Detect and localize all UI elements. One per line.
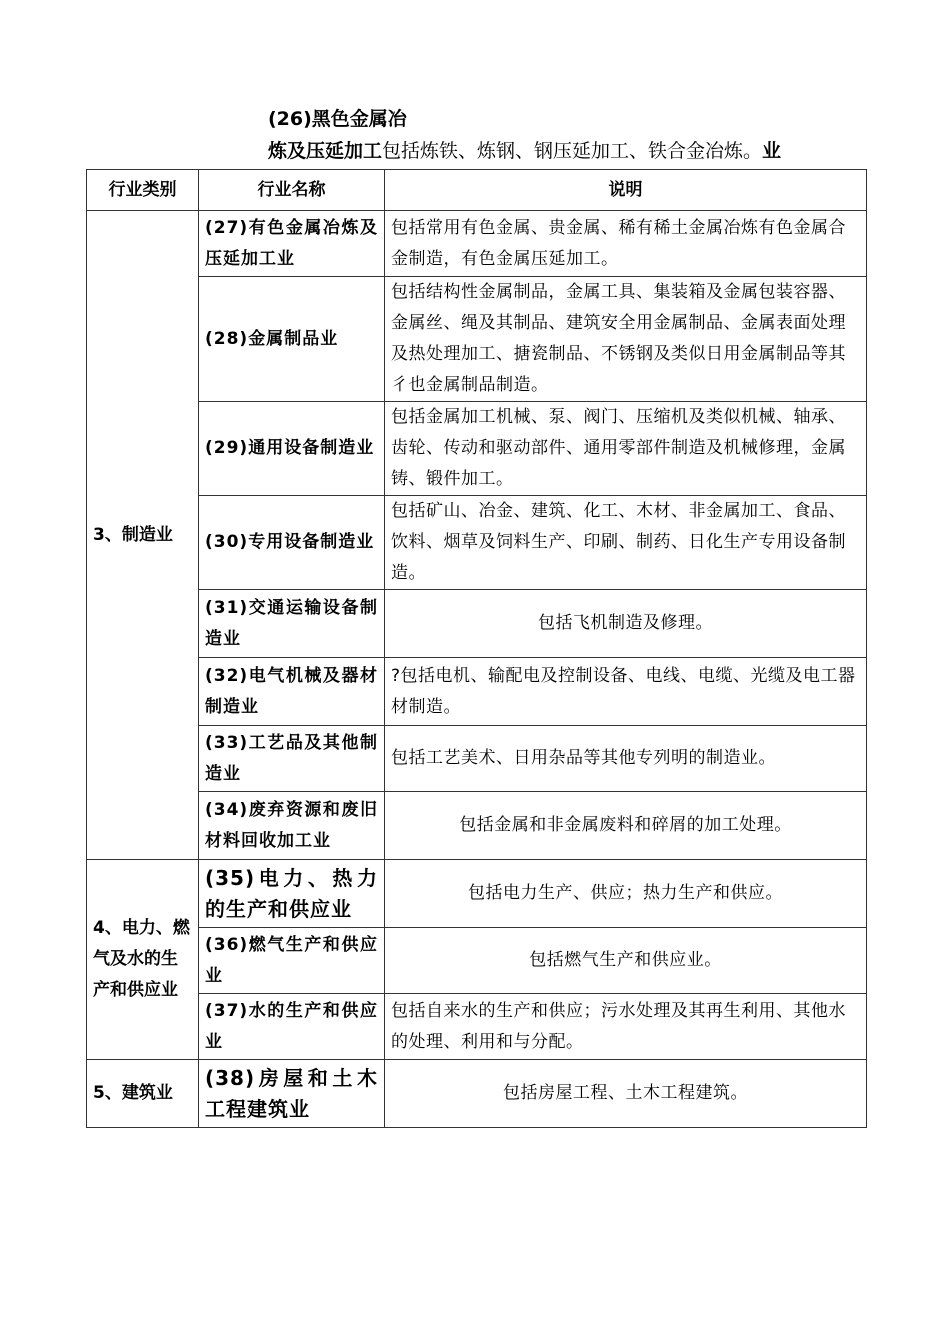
industry-desc: 包括电力生产、供应；热力生产和供应。	[385, 860, 867, 928]
preamble-line-2-bold: 炼及压延加工	[268, 140, 383, 162]
industry-name: (29)通用设备制造业	[199, 402, 385, 496]
industry-name: (36)燃气生产和供应业	[199, 928, 385, 994]
table-row	[87, 860, 867, 928]
industry-desc: 包括自来水的生产和供应；污水处理及其再生利用、其他水的处理、利用和与分配。	[385, 994, 867, 1060]
industry-desc: 包括矿山、冶金、建筑、化工、木材、非金属加工、食品、饮料、烟草及饲料生产、印刷、制药、日化生产专用设备制造。	[385, 496, 867, 590]
preamble-line-2-rest: 包括炼铁、炼钢、钢压延加工、铁合金冶炼。	[382, 140, 763, 162]
industry-desc: 包括金属加工机械、泵、阀门、压缩机及类似机械、轴承、齿轮、传动和驱动部件、通用零部件制造及机械修理，金属铸、锻件加工。	[385, 402, 867, 496]
header-category: 行业类别	[87, 170, 199, 211]
table-row	[87, 928, 867, 994]
industry-name: (38)房屋和土木工程建筑业	[199, 1060, 385, 1128]
header-name: 行业名称	[199, 170, 385, 211]
industry-desc: 包括燃气生产和供应业。	[385, 928, 867, 994]
table-row	[87, 1060, 867, 1128]
category-cell: 3、制造业	[87, 211, 199, 860]
industry-desc: 包括飞机制造及修理。	[385, 590, 867, 658]
table-row	[87, 402, 867, 496]
table-header-row	[87, 170, 867, 211]
industry-desc: 包括结构性金属制品，金属工具、集装箱及金属包装容器、金属丝、绳及其制品、建筑安全用金属制品、金属表面处理及热处理加工、搪瓷制品、不锈钢及类似日用金属制品等其彳也金属制品制造。	[385, 277, 867, 402]
industry-name: (37)水的生产和供应业	[199, 994, 385, 1060]
industry-desc: 包括常用有色金属、贵金属、稀有稀土金属冶炼有色金属合金制造，有色金属压延加工。	[385, 211, 867, 277]
table-row	[87, 496, 867, 590]
table-row	[87, 792, 867, 860]
industry-table	[86, 169, 867, 1128]
table-row	[87, 994, 867, 1060]
industry-name: (27)有色金属冶炼及压延加工业	[199, 211, 385, 277]
table-row	[87, 726, 867, 792]
industry-desc: ?包括电机、输配电及控制设备、电线、电缆、光缆及电工器材制造。	[385, 658, 867, 726]
category-cell: 4、电力、燃气及水的生产和供应业	[87, 860, 199, 1060]
industry-desc: 包括房屋工程、土木工程建筑。	[385, 1060, 867, 1128]
table-row	[87, 277, 867, 402]
industry-name: (32)电气机械及器材制造业	[199, 658, 385, 726]
table-row	[87, 211, 867, 277]
table-row	[87, 658, 867, 726]
industry-desc: 包括金属和非金属废料和碎屑的加工处理。	[385, 792, 867, 860]
table-row	[87, 590, 867, 658]
industry-name: (35)电力、热力的生产和供应业	[199, 860, 385, 928]
industry-name: (33)工艺品及其他制造业	[199, 726, 385, 792]
industry-name: (31)交通运输设备制造业	[199, 590, 385, 658]
category-cell: 5、建筑业	[87, 1060, 199, 1128]
preamble-line-1: (26)黑色金属冶	[268, 108, 407, 130]
preamble	[268, 104, 888, 166]
industry-name: (28)金属制品业	[199, 277, 385, 402]
industry-name: (30)专用设备制造业	[199, 496, 385, 590]
industry-name: (34)废弃资源和废旧材料回收加工业	[199, 792, 385, 860]
header-desc: 说明	[385, 170, 867, 211]
preamble-line-2-tail: 业	[762, 140, 782, 162]
preamble-line-2	[268, 136, 888, 166]
industry-desc: 包括工艺美术、日用杂品等其他专列明的制造业。	[385, 726, 867, 792]
